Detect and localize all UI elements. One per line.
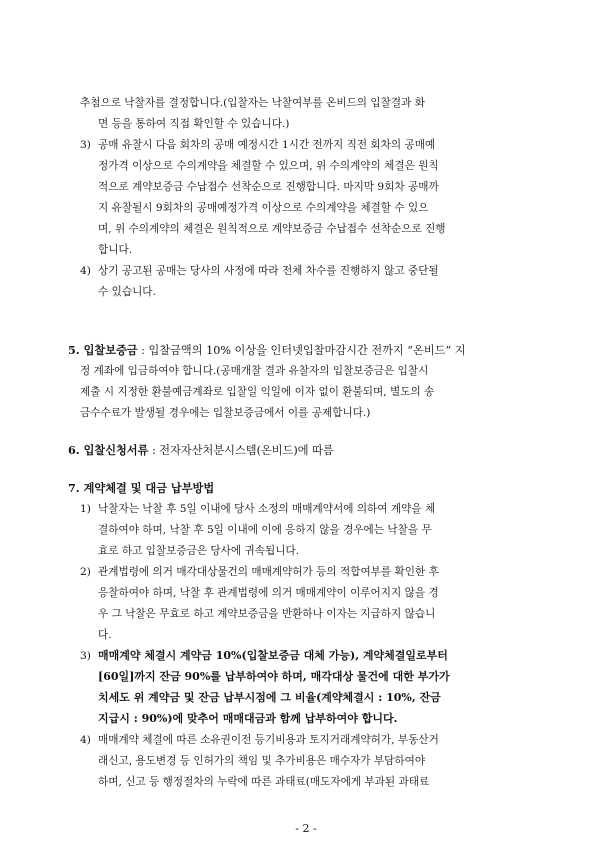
section-7-item-4-line-3: 하며, 신고 등 행정절차의 누락에 따른 과태료(매도자에게 부과된 과태료 <box>98 776 430 788</box>
section-4-item-4-number: 4) <box>80 265 91 277</box>
section-7-item-1-line-2: 결하여야 하며, 낙찰 후 5일 이내에 이에 응하지 않을 경우에는 낙찰을 무 <box>98 524 432 536</box>
section-7-item-1-line-3: 효로 하고 입찰보증금은 당사에 귀속됩니다. <box>98 545 300 557</box>
section-7-item-3-line-3: 치세도 위 계약금 및 잔금 납부시점에 그 비율(계약체결시 : 10%, 잔금 <box>98 691 441 704</box>
section-4-item-4-line-2: 수 있습니다. <box>98 286 156 298</box>
section-7-item-4-line-2: 래신고, 용도변경 등 인허가의 책임 및 추가비용은 매수자가 부담하여야 <box>98 755 426 767</box>
page-number: - 2 - <box>295 822 317 835</box>
section-7-item-3-line-1: 매매계약 체결시 계약금 10%(입찰보증금 대체 가능), 계약체결일로부터 <box>98 649 448 662</box>
section-4-item-3-line-1: 공매 유찰시 다음 회차의 공매 예정시간 1시간 전까지 직전 회차의 공매예 <box>98 139 436 151</box>
section-7-item-2-number: 2) <box>80 566 91 578</box>
section-6-line <box>68 443 334 458</box>
section-5-line-4: 금수수료가 발생될 경우에는 입찰보증금에서 이를 공제합니다.) <box>80 407 371 419</box>
section-7-item-2-line-1: 관계법령에 의거 매각대상물건의 매매계약허가 등의 적합여부를 확인한 후 <box>98 566 439 578</box>
section-7-heading-line <box>68 481 214 496</box>
section-7-heading: 7. 계약체결 및 대금 납부방법 <box>68 481 215 495</box>
section-4-item-4-line-1: 상기 공고된 공매는 당사의 사정에 따라 전체 차수를 진행하지 않고 중단될 <box>98 265 439 277</box>
section-6-text: : 전자자산처분시스템(온비드)에 따름 <box>148 444 334 457</box>
section-7-item-3-number: 3) <box>80 650 91 662</box>
section-4-item-3-line-2: 정가격 이상으로 수의계약을 체결할 수 있으며, 위 수의계약의 체결은 원칙 <box>98 160 439 172</box>
section-4-item-3-line-6: 합니다. <box>98 244 133 256</box>
section-7-item-2-line-3: 우 그 낙찰은 무효로 하고 계약보증금을 반환하나 이자는 지급하지 않습니 <box>98 608 436 620</box>
section-7-item-1-number: 1) <box>80 503 91 515</box>
section-7-item-3-line-2: [60일]까지 잔금 90%를 납부하여야 하며, 매각대상 물건에 대한 부가가 <box>98 670 450 683</box>
section-5-line-3: 제출 시 지정한 환불예금계좌로 입찰일 익일에 이자 없이 환불되며, 별도의 송 <box>80 386 435 398</box>
section-7-item-2-line-4: 다. <box>98 629 112 641</box>
section-4-item-2-line-3: 면 등을 통하여 직접 확인할 수 있습니다.) <box>98 118 290 130</box>
section-5-line-1: : 입찰금액의 10% 이상을 인터넷입찰마감시간 전까지 “온비드” 지 <box>137 344 466 357</box>
section-4-item-2-line-2: 추첨으로 낙찰자를 결정합니다.(입찰자는 낙찰여부를 온비드의 입찰결과 화 <box>80 97 425 109</box>
section-5-line-2: 정 계좌에 입금하여야 합니다.(공매개찰 결과 유찰자의 입찰보증금은 입찰시 <box>80 365 429 377</box>
section-4-item-3-line-4: 지 유찰될시 9회차의 공매예정가격 이상으로 수의계약을 체결할 수 있으 <box>98 202 429 214</box>
section-7-item-2-line-2: 응찰하여야 하며, 낙찰 후 관계법령에 의거 매매계약이 이루어지지 않을 경 <box>98 587 439 599</box>
section-4-item-3-number: 3) <box>80 139 91 151</box>
section-5-heading: 5. 입찰보증금 <box>68 343 138 357</box>
section-4-item-3-line-3: 적으로 계약보증금 수납접수 선착순으로 진행합니다. 마지막 9회차 공매까 <box>98 181 439 193</box>
section-5-first-line <box>68 343 466 358</box>
section-7-item-3-line-4: 지급시 : 90%)에 맞추어 매매대금과 함께 납부하여야 합니다. <box>98 712 398 725</box>
section-7-item-1-line-1: 낙찰자는 낙찰 후 5일 이내에 당사 소정의 매매계약서에 의하여 계약을 체 <box>98 503 436 515</box>
section-7-item-4-line-1: 매매계약 체결에 따른 소유권이전 등기비용과 토지거래계약허가, 부동산거 <box>98 734 439 746</box>
section-6-heading: 6. 입찰신청서류 <box>68 443 149 457</box>
section-7-item-4-number: 4) <box>80 734 91 746</box>
section-4-item-3-line-5: 며, 위 수의계약의 체결은 원칙적으로 계약보증금 수납접수 선착순으로 진행 <box>98 223 446 235</box>
